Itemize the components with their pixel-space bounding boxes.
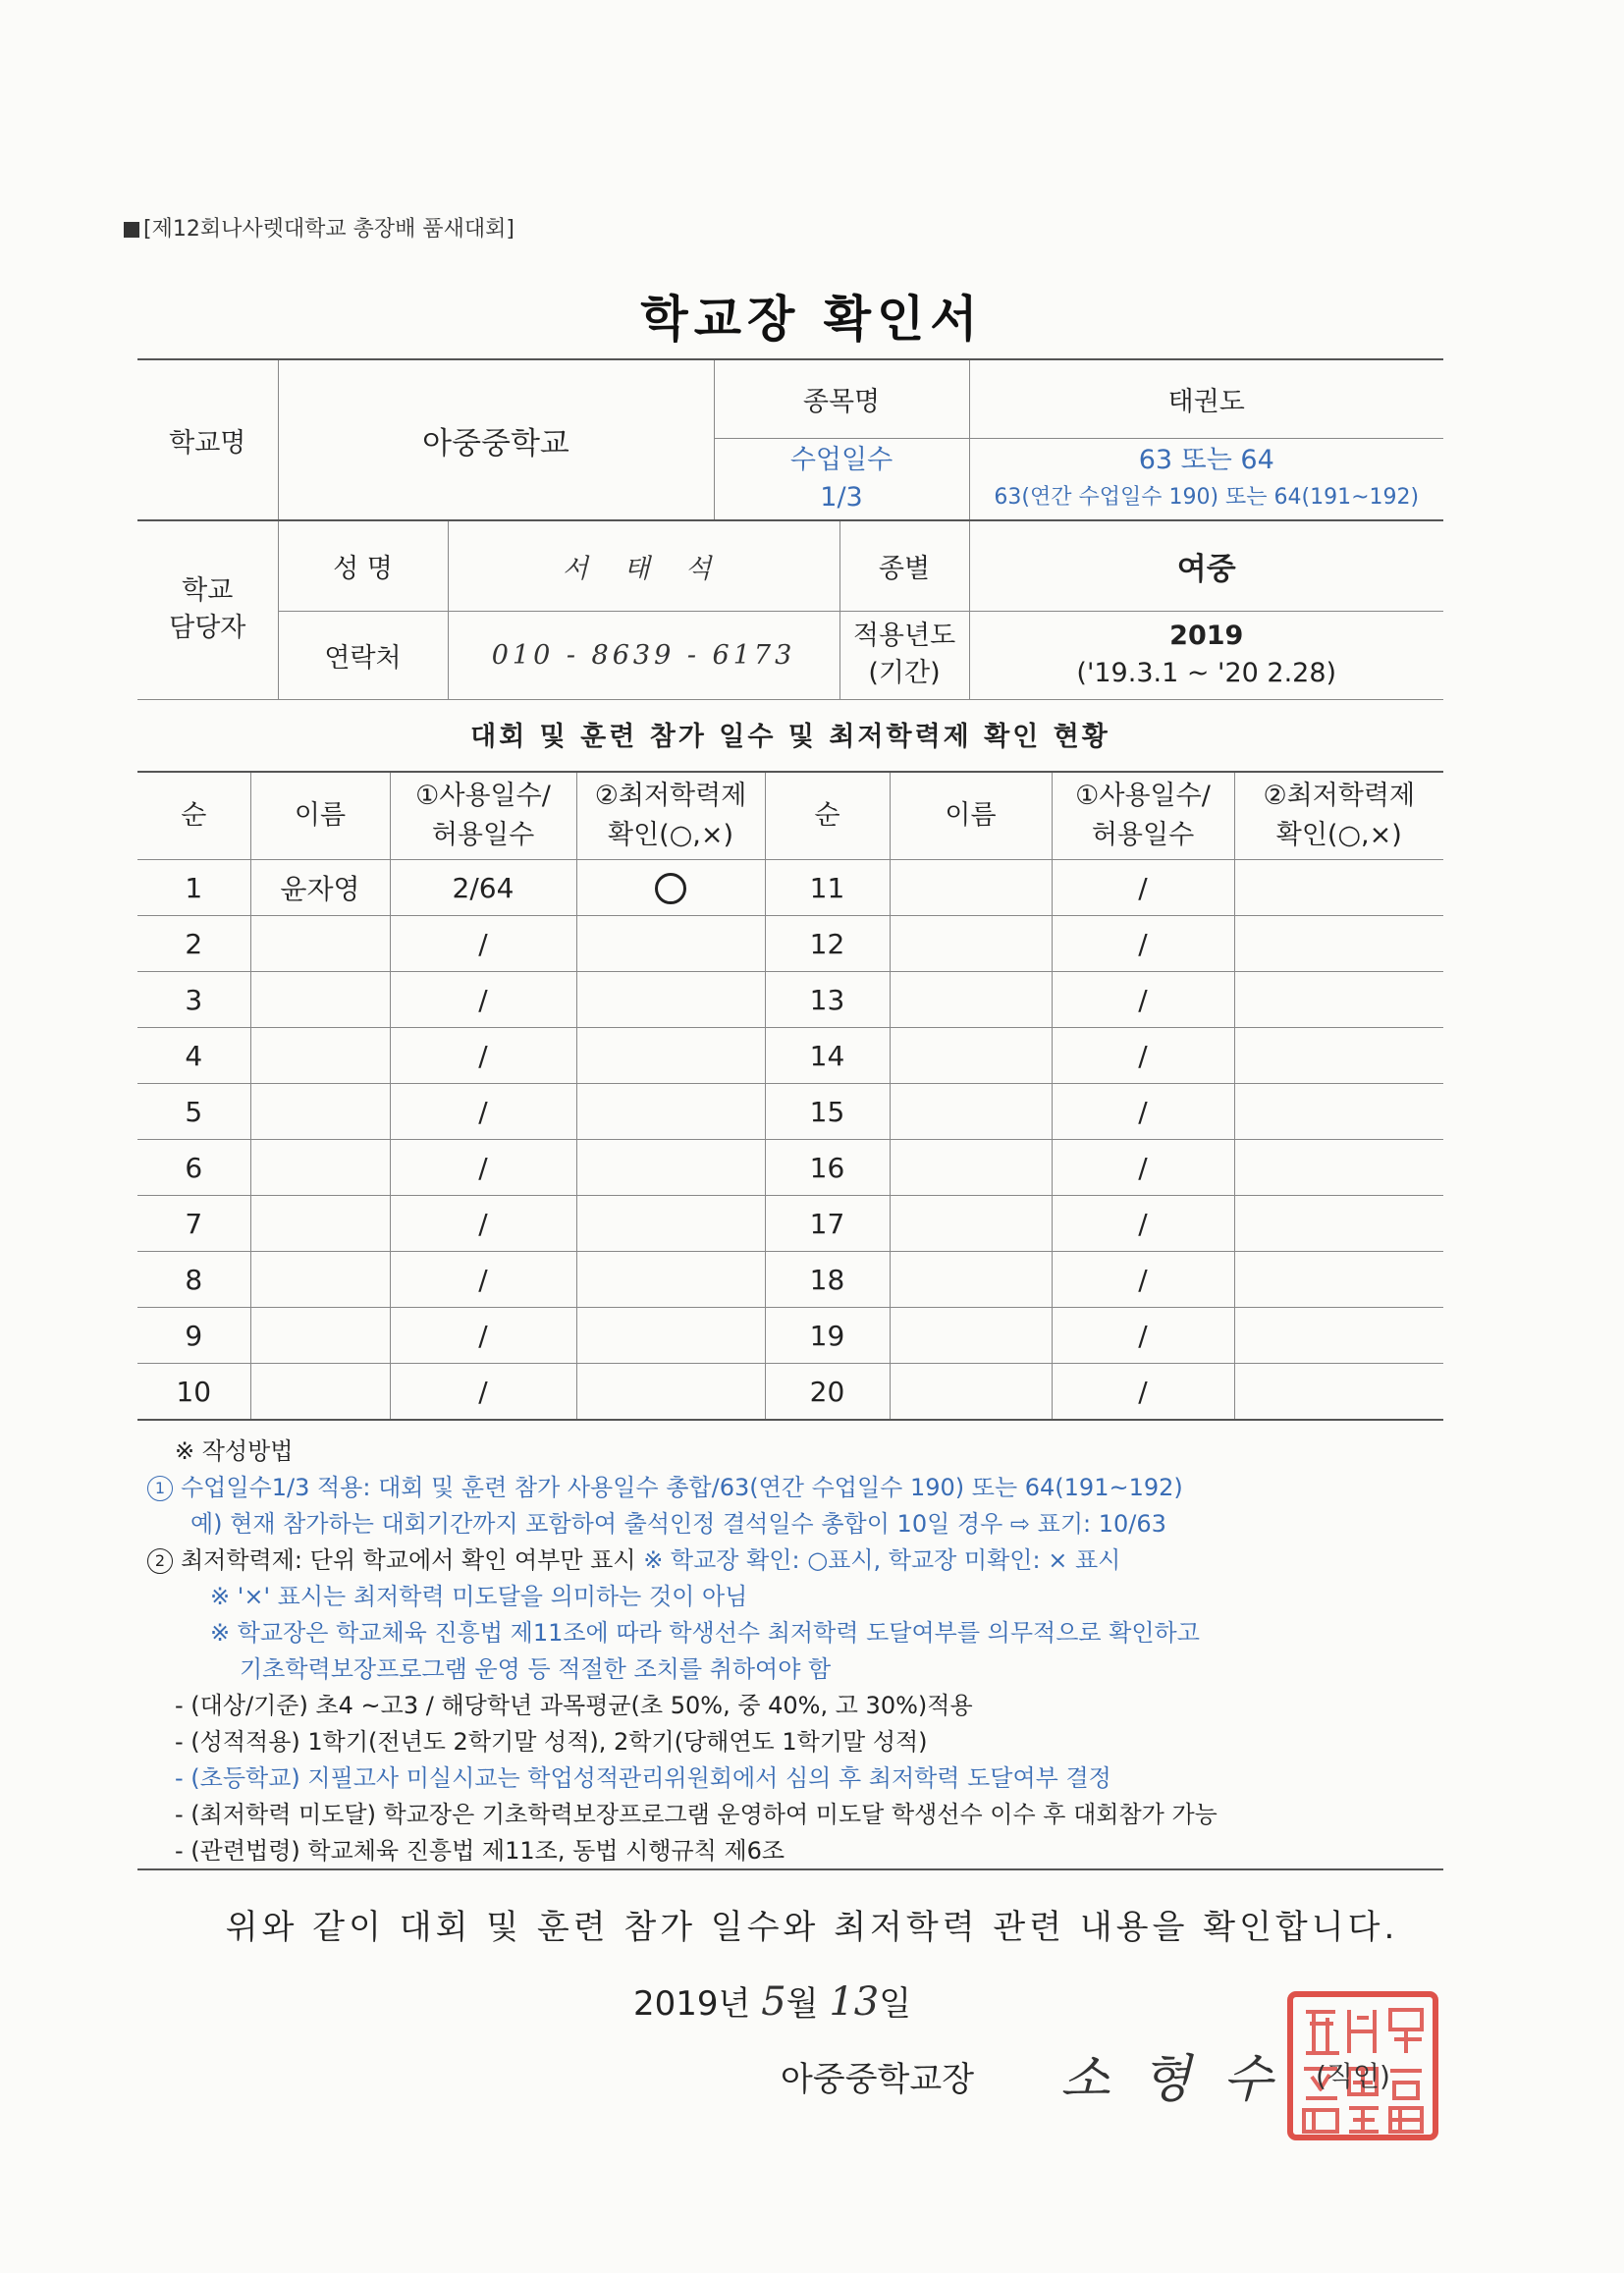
min-achievement-check [1234, 1308, 1443, 1364]
note-1-example: 예) 현재 참가하는 대회기간까지 포함하여 출석인정 결석일수 총합이 10일 경우 ⇨ 표기: 10/63 [190, 1510, 1166, 1538]
athlete-name [890, 972, 1052, 1028]
row-number: 3 [137, 972, 250, 1028]
notes-heading: ※ 작성방법 [175, 1437, 294, 1465]
days-used: / [1052, 916, 1234, 972]
sport-value: 태권도 [969, 359, 1443, 438]
table-row [137, 1252, 1443, 1308]
sport-label: 종목명 [714, 359, 969, 438]
athlete-name [890, 1364, 1052, 1421]
detail-2: - (성적적용) 1학기(전년도 2학기말 성적), 2학기(당해연도 1학기말 성적) [175, 1728, 928, 1756]
detail-5: - (관련법령) 학교체육 진흥법 제11조, 동법 시행규칙 제6조 [175, 1837, 785, 1865]
min-achievement-check [576, 1252, 765, 1308]
school-label: 학교명 [137, 359, 278, 520]
days-used: / [390, 1084, 576, 1140]
detail-1: - (대상/기준) 초4 ~고3 / 해당학년 과목평균(초 50%, 중 40%, 고 30%)적용 [175, 1692, 973, 1719]
gender-value: 여중 [969, 520, 1443, 611]
row-number: 6 [137, 1140, 250, 1196]
table-row [137, 1364, 1443, 1421]
row-number: 12 [765, 916, 890, 972]
row-number: 7 [137, 1196, 250, 1252]
row-number: 20 [765, 1364, 890, 1421]
row-number: 14 [765, 1028, 890, 1084]
contact-label: 연락처 [278, 611, 448, 699]
event-header [124, 212, 514, 243]
note-3: ※ '×' 표시는 최저학력 미도달을 의미하는 것이 아님 [210, 1583, 748, 1610]
days-used: / [390, 972, 576, 1028]
athlete-name [250, 1252, 390, 1308]
row-number: 4 [137, 1028, 250, 1084]
days-used: / [390, 1140, 576, 1196]
table-row [137, 1140, 1443, 1196]
table-row [137, 916, 1443, 972]
athlete-name [890, 1140, 1052, 1196]
contact-value-handwritten: 010 - 8639 - 6173 [448, 611, 839, 699]
days-used: / [1052, 1196, 1234, 1252]
min-achievement-check [576, 1196, 765, 1252]
note-1: 1 수업일수1/3 적용: 대회 및 훈련 참가 사용일수 총합/63(연간 수업일수 190) 또는 64(191~192) [147, 1470, 1453, 1506]
row-number: 10 [137, 1364, 250, 1421]
min-achievement-check [1234, 1252, 1443, 1308]
athlete-name [890, 860, 1052, 916]
divider [137, 1868, 1443, 1870]
athlete-name: 윤자영 [250, 860, 390, 916]
header-days: ①사용일수/ 허용일수 [1052, 772, 1234, 860]
document-title: 학교장 확인서 [640, 291, 984, 348]
row-number: 8 [137, 1252, 250, 1308]
row-number: 18 [765, 1252, 890, 1308]
min-achievement-check [576, 860, 765, 916]
row-number: 17 [765, 1196, 890, 1252]
row-number: 19 [765, 1308, 890, 1364]
principal-signature: 소 형 수 [1060, 2050, 1280, 2109]
days-used: / [1052, 1140, 1234, 1196]
days-used: / [390, 1308, 576, 1364]
days-used: / [390, 1028, 576, 1084]
class-days-label: 수업일수 1/3 [714, 438, 969, 520]
table-row [137, 1196, 1443, 1252]
athlete-name [890, 1252, 1052, 1308]
roster-header-row [137, 772, 1443, 860]
min-achievement-check [1234, 1196, 1443, 1252]
table-row [137, 972, 1443, 1028]
min-achievement-check [576, 1140, 765, 1196]
school-name: 아중중학교 [278, 359, 714, 520]
athlete-name [890, 1196, 1052, 1252]
days-used: / [390, 1364, 576, 1421]
row-number: 5 [137, 1084, 250, 1140]
athlete-name [890, 1084, 1052, 1140]
circled-number-1: 1 [147, 1476, 173, 1501]
year-value: 2019 ('19.3.1 ~ '20 2.28) [969, 611, 1443, 699]
detail-4: - (최저학력 미도달) 학교장은 기초학력보장프로그램 운영하여 미도달 학생선수 이수 후 대회참가 가능 [175, 1801, 1218, 1828]
roster-table [137, 771, 1443, 1421]
athlete-name [250, 916, 390, 972]
min-achievement-check [1234, 1028, 1443, 1084]
class-days-value: 63 또는 64 63(연간 수업일수 190) 또는 64(191~192) [969, 438, 1443, 520]
row-number: 1 [137, 860, 250, 916]
signing-date: 2019년 5월 13일 [633, 1979, 912, 2025]
athlete-name [250, 1308, 390, 1364]
athlete-name [250, 1028, 390, 1084]
days-used: / [1052, 860, 1234, 916]
header-no: 순 [765, 772, 890, 860]
min-achievement-check [576, 1308, 765, 1364]
table-row [137, 1028, 1443, 1084]
info-table [137, 358, 1443, 700]
header-name: 이름 [250, 772, 390, 860]
athlete-name [250, 1364, 390, 1421]
min-achievement-check [1234, 1364, 1443, 1421]
days-used: / [1052, 1084, 1234, 1140]
athlete-name [250, 1140, 390, 1196]
principal-title: 아중중학교장 [781, 2060, 975, 2099]
notes-section [147, 1434, 1453, 1869]
detail-3: - (초등학교) 지필고사 미실시교는 학업성적관리위원회에서 심의 후 최저학력 도달여부 결정 [175, 1764, 1111, 1792]
row-number: 16 [765, 1140, 890, 1196]
days-used: / [1052, 1364, 1234, 1421]
min-achievement-check [576, 972, 765, 1028]
year-label: 적용년도 (기간) [839, 611, 969, 699]
header-no: 순 [137, 772, 250, 860]
circled-number-2: 2 [147, 1548, 173, 1574]
days-used: / [390, 916, 576, 972]
row-number: 13 [765, 972, 890, 1028]
gender-label: 종별 [839, 520, 969, 611]
min-achievement-check [1234, 1140, 1443, 1196]
row-number: 15 [765, 1084, 890, 1140]
min-achievement-check [576, 1028, 765, 1084]
name-label: 성 명 [278, 520, 448, 611]
days-used: / [1052, 1028, 1234, 1084]
days-used: / [1052, 1252, 1234, 1308]
section-title: 대회 및 훈련 참가 일수 및 최저학력제 확인 현황 [470, 722, 1110, 752]
days-used: / [390, 1252, 576, 1308]
note-2: 2 최저학력제: 단위 학교에서 확인 여부만 표시 ※ 학교장 확인: ○표시, 학교장 미확인: × 표시 [147, 1542, 1453, 1579]
month-handwritten: 5 [761, 1979, 786, 2025]
athlete-name [890, 1308, 1052, 1364]
header-days: ①사용일수/ 허용일수 [390, 772, 576, 860]
athlete-name [250, 972, 390, 1028]
days-used: / [1052, 972, 1234, 1028]
athlete-name [250, 1084, 390, 1140]
manager-label: 학교 담당자 [137, 520, 278, 699]
circle-mark-icon [655, 873, 686, 904]
table-row [137, 1308, 1443, 1364]
note-4: ※ 학교장은 학교체육 진흥법 제11조에 따라 학생선수 최저학력 도달여부를 의무적으로 확인하고 [210, 1619, 1200, 1647]
table-row [137, 1084, 1443, 1140]
min-achievement-check [576, 1084, 765, 1140]
table-row [137, 860, 1443, 916]
header-name: 이름 [890, 772, 1052, 860]
days-used: 2/64 [390, 860, 576, 916]
days-used: / [390, 1196, 576, 1252]
header-min: ②최저학력제 확인(○,×) [1234, 772, 1443, 860]
day-handwritten: 13 [829, 1979, 880, 2025]
manager-name-handwritten: 서 태 석 [448, 520, 839, 611]
confirm-statement: 위와 같이 대회 및 훈련 참가 일수와 최저학력 관련 내용을 확인합니다. [225, 1908, 1399, 1947]
row-number: 9 [137, 1308, 250, 1364]
min-achievement-check [1234, 860, 1443, 916]
min-achievement-check [576, 1364, 765, 1421]
athlete-name [890, 916, 1052, 972]
athlete-name [250, 1196, 390, 1252]
min-achievement-check [1234, 916, 1443, 972]
row-number: 11 [765, 860, 890, 916]
event-label: [제12회나사렛대학교 총장배 품새대회] [143, 217, 514, 242]
seal-label: (직인) [1316, 2060, 1390, 2092]
days-used: / [1052, 1308, 1234, 1364]
square-bullet-icon [124, 222, 139, 238]
athlete-name [890, 1028, 1052, 1084]
row-number: 2 [137, 916, 250, 972]
note-4-cont: 기초학력보장프로그램 운영 등 적절한 조치를 취하여야 함 [240, 1655, 832, 1683]
header-min: ②최저학력제 확인(○,×) [576, 772, 765, 860]
min-achievement-check [1234, 972, 1443, 1028]
min-achievement-check [576, 916, 765, 972]
min-achievement-check [1234, 1084, 1443, 1140]
